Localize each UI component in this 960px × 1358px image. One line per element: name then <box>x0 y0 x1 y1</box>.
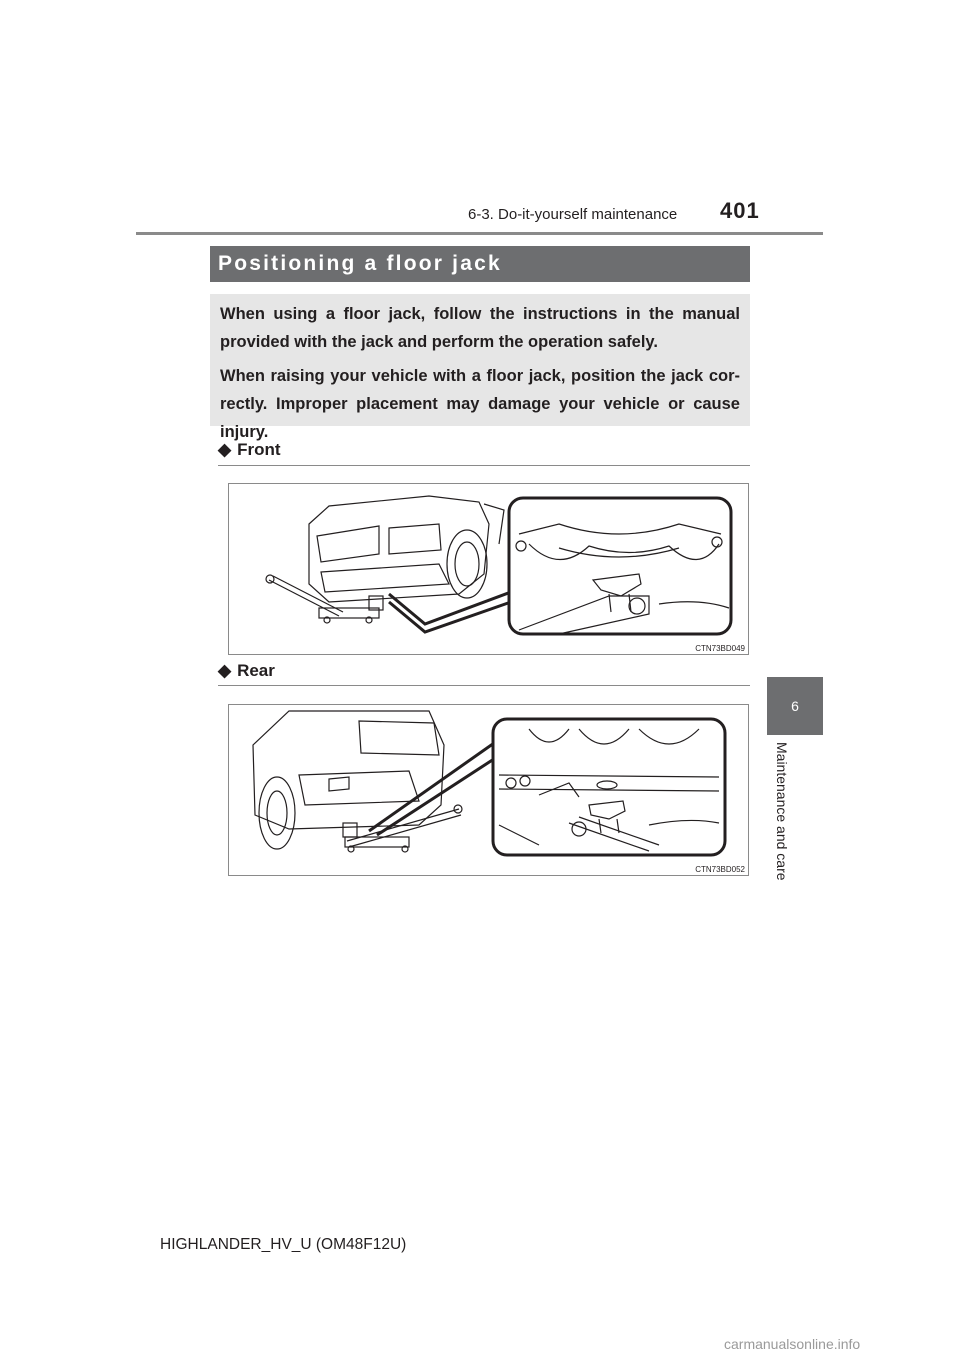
rear-figure-code: CTN73BD052 <box>695 865 745 874</box>
rear-jack-figure <box>228 704 749 876</box>
intro-paragraph-2: When raising your vehicle with a floor jack, position the jack cor-rectly. Improper placement may damage your vehicle or cause injury. <box>220 367 740 441</box>
intro-paragraph-1: When using a floor jack, follow the instructions in the manual provided with the jack and perform the operation safely. <box>220 305 740 351</box>
front-jack-figure <box>228 483 749 655</box>
chapter-number: 6 <box>791 698 799 714</box>
front-figure-code: CTN73BD049 <box>695 644 745 653</box>
rear-heading <box>218 661 275 681</box>
rear-heading-label: Rear <box>237 661 275 680</box>
front-heading-label: Front <box>237 440 281 459</box>
front-jack-illustration <box>229 484 750 656</box>
chapter-side-label: Maintenance and care <box>774 742 790 881</box>
footer-model-code: HIGHLANDER_HV_U (OM48F12U) <box>160 1236 407 1253</box>
front-heading-rule <box>218 465 750 466</box>
rear-jack-illustration <box>229 705 750 877</box>
page-number: 401 <box>720 198 760 223</box>
header-rule <box>136 232 823 235</box>
section-title: Positioning a floor jack <box>218 252 502 275</box>
diamond-bullet-icon: ◆ <box>218 440 232 459</box>
intro-box <box>210 294 750 441</box>
diamond-bullet-icon: ◆ <box>218 661 232 680</box>
header-section-title: 6-3. Do-it-yourself maintenance <box>468 206 678 223</box>
front-heading <box>218 440 281 460</box>
section-title-bar <box>210 246 750 282</box>
watermark: carmanualsonline.info <box>724 1336 861 1352</box>
rear-heading-rule <box>218 685 750 686</box>
chapter-tab <box>767 677 823 735</box>
